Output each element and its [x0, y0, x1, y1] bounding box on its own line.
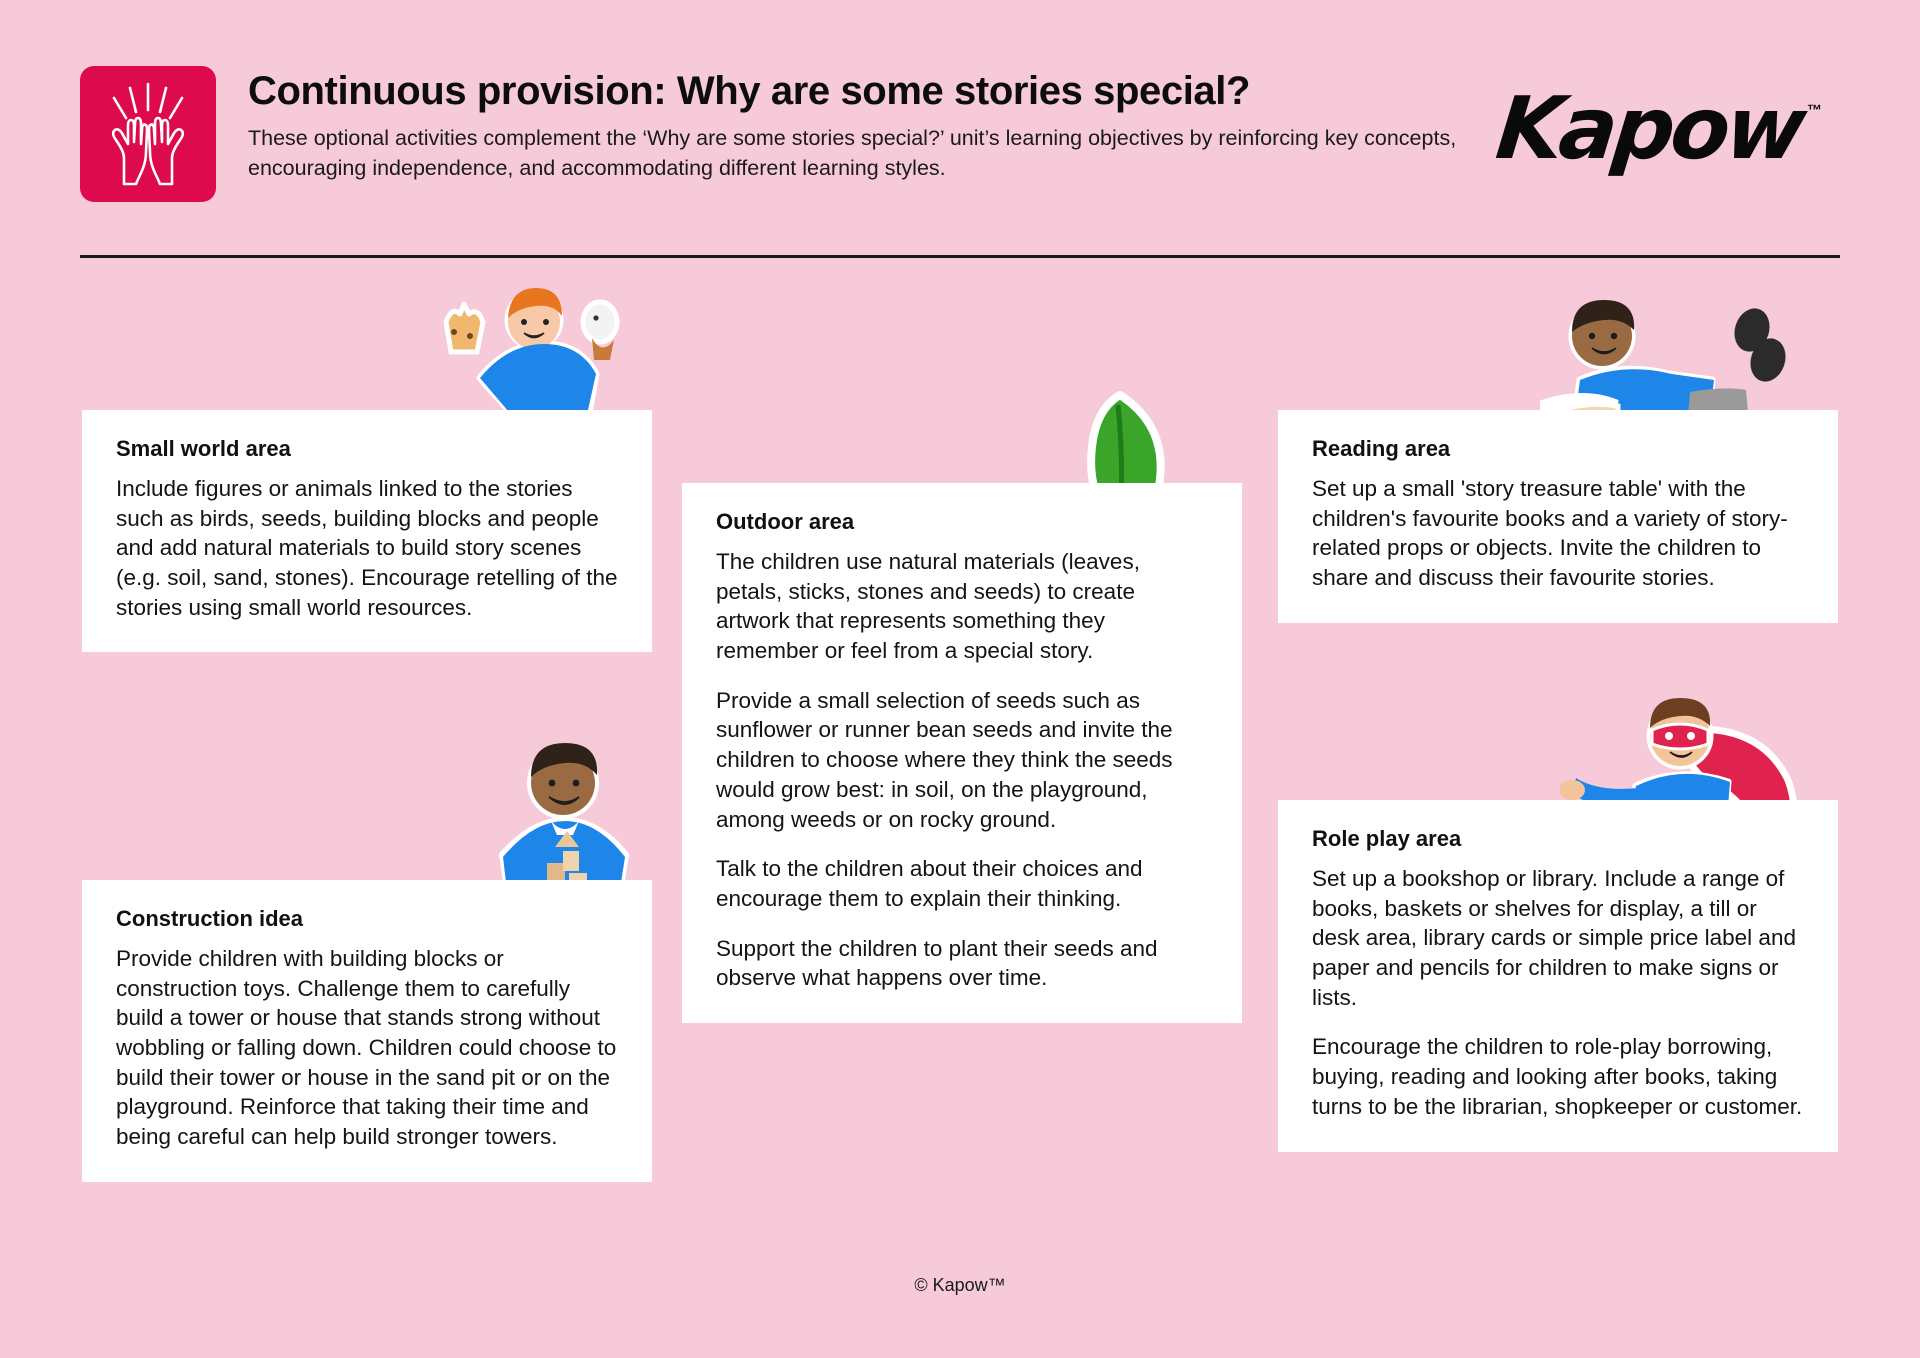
page-subtitle: These optional activities complement the ‘Why are some stories special?’ unit’s learning objectives by reinforcing key concepts, encouraging independence, and accommodating different learning styles.: [248, 126, 1457, 180]
card-paragraph: The children use natural materials (leaves, petals, sticks, stones and seeds) to create artwork that represents something they remember or feel from a special story.: [716, 549, 1140, 664]
card-heading: Role play area: [1312, 826, 1462, 851]
kapow-logo-text: Kapow: [1491, 79, 1808, 179]
card-paragraph: Provide a small selection of seeds such as sunflower or runner bean seeds and invite the children to choose where they think the seeds would grow best: in soil, on the playground, among weeds or on rocky ground.: [716, 687, 1173, 832]
card-construction-idea: [82, 880, 652, 1182]
card-outdoor-area: [682, 483, 1242, 1023]
card-heading: Reading area: [1312, 436, 1451, 461]
card-role-play-area: [1278, 800, 1838, 1152]
footer-copyright: © Kapow™: [914, 1275, 1006, 1295]
card-heading: Small world area: [116, 436, 291, 461]
header-text-block: [248, 68, 1558, 183]
card-paragraph: Provide children with building blocks or construction toys. Challenge them to carefully build a tower or house that stands strong without wobbling or falling down. Children could choose to build their tower or house in the sand pit or on the playground. Reinforce that taking their time and being careful can help build stronger towers.: [116, 946, 617, 1150]
card-paragraph: Include figures or animals linked to the stories such as birds, seeds, building blocks and people and add natural materials to build story scenes (e.g. soil, sand, stones). Encourage retelling of the stories using small world resources.: [116, 476, 618, 620]
card-small-world-area: [82, 410, 652, 652]
page-title: Continuous provision: Why are some stories special?: [248, 69, 1251, 113]
card-paragraph: Talk to the children about their choices and encourage them to explain their thinking.: [716, 856, 1143, 911]
card-heading: Outdoor area: [716, 509, 855, 534]
card-paragraph: Support the children to plant their seeds and observe what happens over time.: [716, 935, 1158, 991]
kapow-logo: [1491, 74, 1828, 194]
card-paragraph: Set up a bookshop or library. Include a range of books, baskets or shelves for display, a till or desk area, library cards or simple price label and paper and pencils for children to make signs or lists.: [1312, 866, 1796, 1010]
header-divider: [80, 255, 1840, 258]
open-hands-icon: [80, 66, 216, 202]
card-reading-area: [1278, 410, 1838, 623]
card-paragraph: Encourage the children to role-play borrowing, buying, reading and looking after books, taking turns to be the librarian, shopkeeper or customer.: [1312, 1034, 1803, 1119]
page-header: [80, 66, 1840, 196]
kapow-logo-tm: ™: [1807, 102, 1822, 119]
card-paragraph: Set up a small 'story treasure table' with the children's favourite books and a variety of story-related props or objects. Invite the children to share and discuss their favourite stories.: [1312, 476, 1788, 591]
card-heading: Construction idea: [116, 906, 304, 931]
